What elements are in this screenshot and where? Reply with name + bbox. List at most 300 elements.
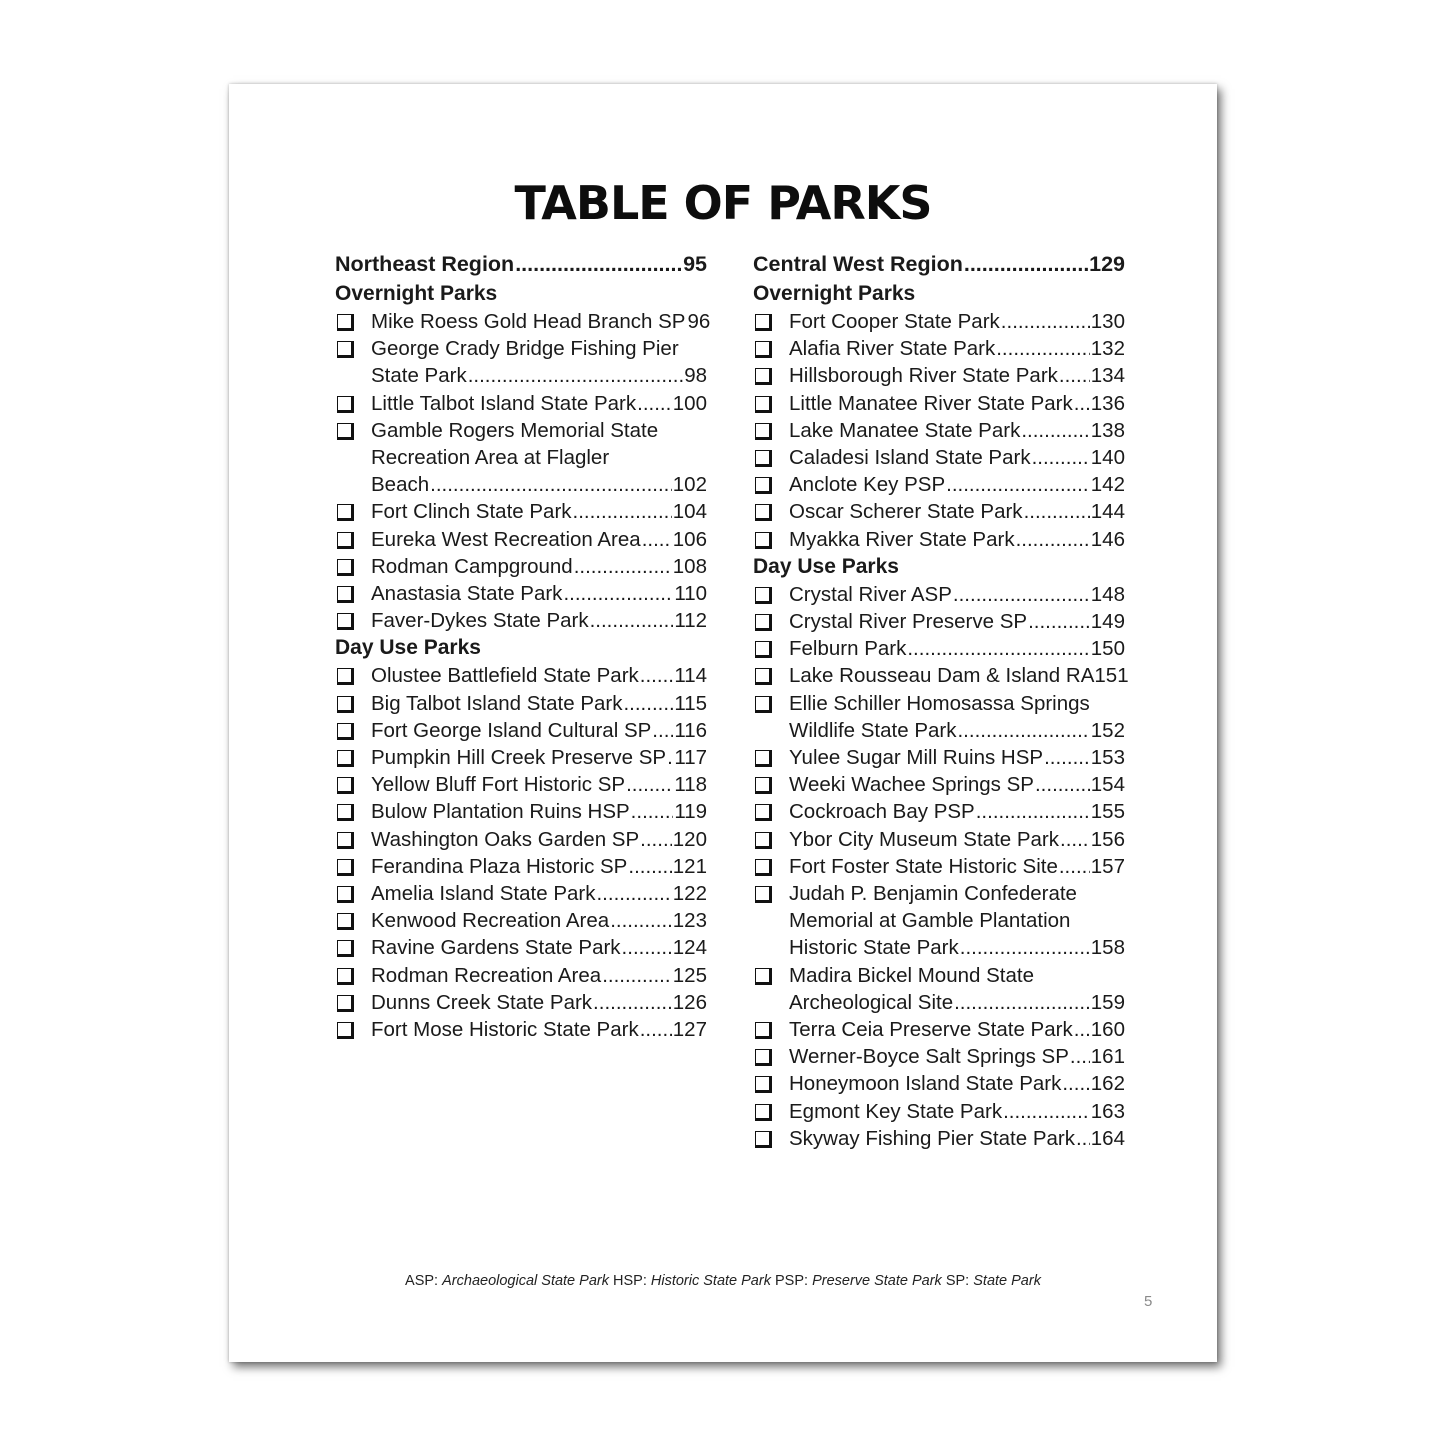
checkbox[interactable]: [337, 532, 354, 549]
entry-label: Werner-Boyce Salt Springs SP: [789, 1045, 1069, 1069]
toc-entry-row: [371, 662, 707, 689]
park-list-item: [753, 690, 1125, 744]
toc-entry-row: [789, 335, 1125, 362]
entry-page-number: 153: [1090, 746, 1125, 770]
toc-entry-row: [371, 798, 707, 825]
park-list-item: [753, 390, 1125, 417]
park-list-item: [335, 308, 711, 335]
toc-entry-row: [371, 607, 707, 634]
entry-page-number: 126: [672, 990, 707, 1014]
abbreviation-meaning: State Park: [973, 1273, 1041, 1289]
checkbox[interactable]: [337, 396, 354, 413]
dot-leader: [1032, 444, 1090, 471]
toc-entry-row: [789, 934, 1125, 961]
toc-entry-row: [371, 826, 707, 853]
park-list-item: [753, 1070, 1125, 1097]
park-list-item: [335, 962, 707, 989]
checkbox[interactable]: [337, 995, 354, 1012]
dot-leader: [574, 553, 672, 580]
entry-page-number: 112: [674, 609, 707, 633]
abbreviation: SP:: [945, 1273, 970, 1289]
entry-label: Terra Ceia Preserve State Park: [789, 1018, 1073, 1042]
entry-label: Crystal River ASP: [789, 582, 952, 606]
checkbox[interactable]: [337, 940, 354, 957]
dot-leader: [623, 690, 673, 717]
page-number: 5: [1144, 1293, 1153, 1310]
toc-entry-row: [789, 471, 1125, 498]
checkbox[interactable]: [337, 750, 354, 767]
checkbox[interactable]: [337, 886, 354, 903]
checkbox[interactable]: [337, 777, 354, 794]
park-list-item: [753, 880, 1125, 962]
dot-leader: [1074, 390, 1090, 417]
entry-label: Yulee Sugar Mill Ruins HSP: [789, 746, 1044, 770]
entry-page-number: 154: [1090, 773, 1125, 797]
entry-label: Weeki Wachee Springs SP: [789, 773, 1034, 797]
entry-page-number: 125: [672, 963, 707, 987]
checkbox[interactable]: [337, 913, 354, 930]
entry-label: Felburn Park: [789, 637, 907, 661]
toc-entry-row: [371, 717, 707, 744]
toc-entry-row: [789, 1125, 1125, 1152]
dot-leader: [960, 934, 1090, 961]
checkbox[interactable]: [755, 804, 772, 821]
entry-page-number: 157: [1090, 854, 1125, 878]
entry-page-number: 161: [1090, 1045, 1125, 1069]
entry-page-number: 146: [1090, 527, 1125, 551]
dot-leader: [631, 798, 674, 825]
entry-label: Cockroach Bay PSP: [789, 800, 975, 824]
checkbox[interactable]: [755, 859, 772, 876]
toc-entry-row: [789, 635, 1125, 662]
region-heading: [335, 248, 707, 280]
entry-label-line: Recreation Area at Flagler: [371, 446, 610, 470]
dot-leader: [430, 471, 672, 498]
entry-label: Little Manatee River State Park: [789, 391, 1073, 415]
dot-leader: [640, 826, 672, 853]
entry-label: Ferandina Plaza Historic SP: [371, 854, 628, 878]
dot-leader: [1003, 1098, 1090, 1125]
entry-label: Archeological Site: [789, 990, 954, 1014]
checkbox[interactable]: [755, 1049, 772, 1066]
entry-label-line: Judah P. Benjamin Confederate: [789, 882, 1077, 906]
entry-label: Skyway Fishing Pier State Park: [789, 1126, 1075, 1150]
toc-entry-row: [371, 744, 707, 771]
entry-label: Ybor City Museum State Park: [789, 827, 1060, 851]
entry-page-number: 144: [1090, 500, 1125, 524]
dot-leader: [640, 1016, 672, 1043]
park-list-item: [753, 362, 1125, 389]
checkbox[interactable]: [755, 1131, 772, 1148]
toc-entry-row: [371, 1016, 707, 1043]
entry-label: Beach: [371, 473, 430, 497]
park-list-item: [753, 826, 1125, 853]
entry-label: Honeymoon Island State Park: [789, 1072, 1062, 1096]
entry-label: Yellow Bluff Fort Historic SP: [371, 773, 626, 797]
checkbox[interactable]: [755, 777, 772, 794]
entry-page-number: 123: [672, 909, 707, 933]
checkbox[interactable]: [755, 696, 772, 713]
dot-leader: [1044, 744, 1090, 771]
entry-page-number: 164: [1090, 1126, 1125, 1150]
toc-entry-row: [789, 1043, 1125, 1070]
checkbox[interactable]: [755, 614, 772, 631]
entry-label: Big Talbot Island State Park: [371, 691, 623, 715]
dot-leader: [1001, 308, 1090, 335]
dot-leader: [622, 934, 672, 961]
dot-leader: [637, 390, 672, 417]
toc-entry-row: [789, 989, 1125, 1016]
checkbox[interactable]: [337, 668, 354, 685]
checkbox[interactable]: [755, 477, 772, 494]
checkbox[interactable]: [337, 341, 354, 358]
park-list-item: [335, 907, 707, 934]
park-list-item: [335, 690, 707, 717]
checkbox[interactable]: [337, 968, 354, 985]
checkbox[interactable]: [755, 341, 772, 358]
toc-entry-row: [789, 444, 1125, 471]
toc-entry-row: [789, 581, 1125, 608]
entry-page-number: 121: [672, 854, 707, 878]
checkbox[interactable]: [337, 696, 354, 713]
entry-label: Amelia Island State Park: [371, 882, 596, 906]
entry-page-number: 156: [1090, 827, 1125, 851]
toc-entry-row: [371, 362, 707, 389]
dot-leader: [468, 362, 683, 389]
section-heading: Day Use Parks: [753, 554, 899, 578]
park-list-item: [753, 962, 1125, 1016]
toc-entry-row: [371, 690, 707, 717]
dot-leader: [628, 853, 671, 880]
entry-label: Washington Oaks Garden SP: [371, 827, 640, 851]
entry-label-line: Memorial at Gamble Plantation: [789, 909, 1071, 933]
entry-label: Hillsborough River State Park: [789, 364, 1058, 388]
toc-entry-row: [789, 853, 1125, 880]
entry-page-number: 162: [1090, 1072, 1125, 1096]
checkbox[interactable]: [755, 450, 772, 467]
dot-leader: [640, 662, 674, 689]
park-list-item: [753, 608, 1125, 635]
checkbox[interactable]: [755, 968, 772, 985]
checkbox[interactable]: [337, 613, 354, 630]
toc-entry-row: [789, 1016, 1125, 1043]
dot-leader: [954, 989, 1090, 1016]
dot-leader: [667, 744, 673, 771]
dot-leader: [573, 498, 672, 525]
entry-label: Alafia River State Park: [789, 337, 996, 361]
toc-entry-row: [789, 826, 1125, 853]
entry-page-number: 104: [672, 500, 707, 524]
park-list-item: [335, 798, 707, 825]
entry-page-number: 120: [672, 827, 707, 851]
park-list-item: [753, 771, 1125, 798]
park-list-item: [335, 717, 707, 744]
entry-page-number: 129: [1089, 252, 1125, 276]
dot-leader: [596, 880, 671, 907]
entry-label: Kenwood Recreation Area: [371, 909, 610, 933]
entry-label: Rodman Campground: [371, 554, 573, 578]
entry-page-number: 138: [1090, 418, 1125, 442]
toc-entry-row: [789, 1098, 1125, 1125]
dot-leader: [626, 771, 673, 798]
park-list-item: [335, 580, 707, 607]
abbreviation-meaning: Historic State Park: [650, 1273, 771, 1289]
entry-page-number: 155: [1090, 800, 1125, 824]
toc-entry-row: [371, 553, 707, 580]
checkbox[interactable]: [337, 832, 354, 849]
entry-label: Pumpkin Hill Creek Preserve SP: [371, 746, 667, 770]
checkbox[interactable]: [755, 587, 772, 604]
park-list-item: [753, 498, 1125, 525]
park-list-item: [753, 853, 1125, 880]
entry-page-number: 163: [1090, 1099, 1125, 1123]
toc-entry-row: [789, 608, 1125, 635]
entry-page-number: 100: [672, 391, 707, 415]
dot-leader: [610, 907, 672, 934]
entry-label: Fort Foster State Historic Site: [789, 854, 1058, 878]
checkbox[interactable]: [337, 804, 354, 821]
park-list-item: [753, 1098, 1125, 1125]
dot-leader: [1024, 498, 1090, 525]
entry-page-number: 152: [1090, 718, 1125, 742]
entry-label-line: George Crady Bridge Fishing Pier: [371, 337, 679, 361]
entry-page-number: 148: [1090, 582, 1125, 606]
dot-leader: [593, 989, 672, 1016]
checkbox[interactable]: [755, 314, 772, 331]
entry-page-number: 96: [687, 310, 711, 333]
dot-leader: [1076, 1125, 1090, 1152]
dot-leader: [1016, 526, 1090, 553]
dot-leader: [907, 635, 1089, 662]
checkbox[interactable]: [755, 1076, 772, 1093]
park-list-item: [335, 934, 707, 961]
entry-label: Lake Manatee State Park: [789, 418, 1021, 442]
dot-leader: [602, 962, 672, 989]
entry-label: Lake Rousseau Dam & Island RA: [789, 664, 1095, 688]
abbreviation-legend: [229, 1273, 1217, 1289]
toc-entry-row: [371, 853, 707, 880]
dot-leader: [642, 526, 672, 553]
checkbox[interactable]: [337, 586, 354, 603]
checkbox[interactable]: [755, 641, 772, 658]
park-list-item: [753, 335, 1125, 362]
checkbox[interactable]: [755, 832, 772, 849]
entry-label: Fort Clinch State Park: [371, 500, 572, 524]
checkbox[interactable]: [337, 859, 354, 876]
entry-page-number: 106: [672, 527, 707, 551]
dot-leader: [1059, 362, 1090, 389]
entry-label: Little Talbot Island State Park: [371, 391, 637, 415]
toc-entry-row: [371, 308, 711, 335]
entry-page-number: 108: [672, 554, 707, 578]
abbreviation-meaning: Preserve State Park: [812, 1273, 942, 1289]
checkbox[interactable]: [755, 532, 772, 549]
park-list-item: [335, 607, 707, 634]
park-list-item: [335, 744, 707, 771]
park-list-item: [753, 444, 1125, 471]
toc-entry-row: [371, 934, 707, 961]
checkbox[interactable]: [337, 423, 354, 440]
toc-entry-row: [371, 471, 707, 498]
park-list-item: [753, 308, 1125, 335]
toc-entry-row: [371, 907, 707, 934]
entry-page-number: 158: [1090, 936, 1125, 960]
checkbox[interactable]: [755, 504, 772, 521]
abbreviation: ASP:: [405, 1273, 439, 1289]
entry-label-line: Gamble Rogers Memorial State: [371, 418, 659, 442]
entry-page-number: 119: [674, 800, 707, 824]
entry-label: Olustee Battlefield State Park: [371, 664, 639, 688]
toc-entry-row: [789, 308, 1125, 335]
toc-entry-row: [371, 580, 707, 607]
abbreviation-meaning: Archaeological State Park: [442, 1273, 609, 1289]
toc-entry-row: [789, 798, 1125, 825]
park-list-item: [335, 989, 707, 1016]
toc-entry-row: [789, 390, 1125, 417]
section-heading: Overnight Parks: [753, 282, 916, 305]
document-page: [229, 84, 1217, 1362]
checkbox[interactable]: [755, 396, 772, 413]
entry-label: Oscar Scherer State Park: [789, 500, 1023, 524]
entry-page-number: 110: [674, 582, 707, 606]
dot-leader: [515, 248, 682, 280]
checkbox[interactable]: [337, 504, 354, 521]
entry-label: Central West Region: [753, 252, 963, 276]
toc-entry-row: [371, 526, 707, 553]
park-list-item: [335, 335, 707, 389]
checkbox[interactable]: [755, 886, 772, 903]
toc-entry-row: [371, 880, 707, 907]
dot-leader: [996, 335, 1090, 362]
park-list-item: [335, 880, 707, 907]
section-heading: Overnight Parks: [335, 282, 498, 305]
park-list-item: [335, 553, 707, 580]
checkbox[interactable]: [337, 314, 354, 331]
entry-label: Ravine Gardens State Park: [371, 936, 621, 960]
entry-label: Bulow Plantation Ruins HSP: [371, 800, 630, 824]
toc-entry-row: [789, 417, 1125, 444]
park-list-item: [335, 1016, 707, 1043]
entry-label: Anclote Key PSP: [789, 473, 946, 497]
park-list-item: [753, 744, 1125, 771]
checkbox[interactable]: [755, 668, 772, 685]
toc-entry-row: [789, 498, 1125, 525]
entry-page-number: 150: [1090, 637, 1125, 661]
entry-label: Fort George Island Cultural SP: [371, 718, 652, 742]
park-list-item: [335, 526, 707, 553]
toc-entry-row: [371, 989, 707, 1016]
entry-label: Eureka West Recreation Area: [371, 527, 641, 551]
entry-page-number: 140: [1090, 446, 1125, 470]
toc-entry-row: [789, 717, 1125, 744]
entry-label: Caladesi Island State Park: [789, 446, 1031, 470]
checkbox[interactable]: [755, 1022, 772, 1039]
checkbox[interactable]: [755, 368, 772, 385]
toc-entry-row: [789, 526, 1125, 553]
entry-page-number: 130: [1090, 310, 1125, 333]
entry-page-number: 116: [674, 718, 707, 742]
checkbox[interactable]: [755, 1104, 772, 1121]
checkbox[interactable]: [337, 1022, 354, 1039]
entry-page-number: 114: [674, 664, 707, 688]
dot-leader: [1062, 1070, 1089, 1097]
entry-page-number: 134: [1090, 364, 1125, 388]
entry-label: Crystal River Preserve SP: [789, 610, 1028, 634]
entry-label: Fort Cooper State Park: [789, 310, 1000, 333]
entry-label: Faver-Dykes State Park: [371, 609, 589, 633]
region-heading: [753, 248, 1125, 280]
toc-entry-row: [789, 771, 1125, 798]
entry-page-number: 136: [1090, 391, 1125, 415]
park-list-item: [335, 662, 707, 689]
entry-label: Egmont Key State Park: [789, 1099, 1003, 1123]
section-heading: Day Use Parks: [335, 636, 481, 660]
park-list-item: [335, 771, 707, 798]
abbreviation: PSP:: [774, 1273, 809, 1289]
entry-label: State Park: [371, 364, 467, 388]
entry-label: Wildlife State Park: [789, 718, 957, 742]
entry-label: Mike Roess Gold Head Branch SP: [371, 310, 686, 333]
entry-page-number: 160: [1090, 1018, 1125, 1042]
checkbox[interactable]: [337, 559, 354, 576]
dot-leader: [1028, 608, 1090, 635]
dot-leader: [1059, 853, 1090, 880]
checkbox[interactable]: [755, 423, 772, 440]
entry-page-number: 122: [672, 882, 707, 906]
toc-entry-row: [789, 362, 1125, 389]
park-list-item: [335, 498, 707, 525]
checkbox[interactable]: [755, 750, 772, 767]
entry-page-number: 115: [674, 691, 707, 715]
left-column: [335, 248, 711, 1043]
entry-label: Dunns Creek State Park: [371, 990, 593, 1014]
entry-page-number: 102: [672, 473, 707, 497]
entry-label-line: Madira Bickel Mound State: [789, 963, 1034, 987]
entry-label: Rodman Recreation Area: [371, 963, 602, 987]
entry-label-line: Ellie Schiller Homosassa Springs: [789, 691, 1090, 715]
entry-page-number: 142: [1090, 473, 1125, 497]
park-list-item: [753, 471, 1125, 498]
park-list-item: [753, 798, 1125, 825]
entry-page-number: 124: [672, 936, 707, 960]
dot-leader: [1070, 1043, 1090, 1070]
page-title: TABLE OF PARKS: [514, 176, 932, 230]
checkbox[interactable]: [337, 723, 354, 740]
park-list-item: [753, 581, 1125, 608]
entry-page-number: 127: [672, 1018, 707, 1042]
dot-leader: [652, 717, 673, 744]
park-list-item: [753, 1125, 1125, 1152]
toc-entry-row: [371, 390, 707, 417]
dot-leader: [1035, 771, 1090, 798]
dot-leader: [1060, 826, 1090, 853]
dot-leader: [1074, 1016, 1090, 1043]
toc-entry-row: [371, 962, 707, 989]
entry-label: Fort Mose Historic State Park: [371, 1018, 639, 1042]
toc-entry-row: [789, 662, 1129, 689]
entry-page-number: 149: [1090, 610, 1125, 634]
park-list-item: [753, 635, 1125, 662]
abbreviation: HSP:: [613, 1273, 647, 1289]
park-list-item: [335, 417, 707, 499]
dot-leader: [1021, 417, 1089, 444]
entry-page-number: 95: [683, 252, 707, 276]
toc-entry-row: [371, 498, 707, 525]
entry-page-number: 151: [1094, 664, 1129, 688]
dot-leader: [590, 607, 674, 634]
entry-label: Myakka River State Park: [789, 527, 1015, 551]
dot-leader: [563, 580, 673, 607]
